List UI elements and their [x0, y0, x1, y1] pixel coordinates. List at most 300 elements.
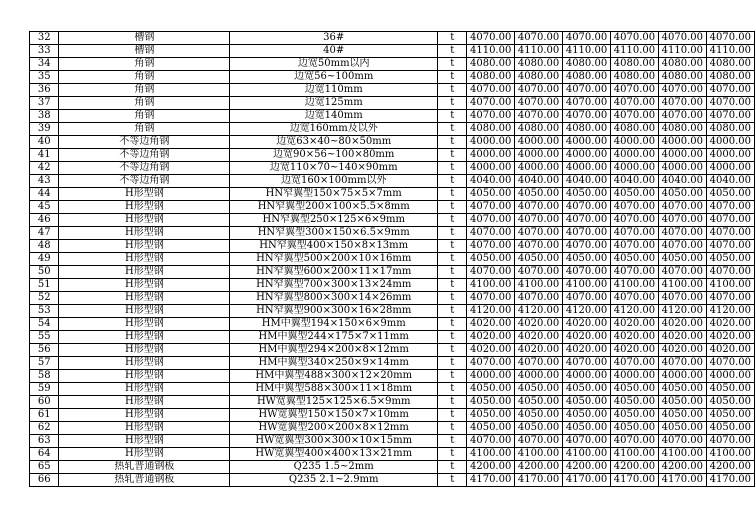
price-2-cell: 4050.00 — [515, 383, 563, 396]
price-5-cell: 4070.00 — [659, 32, 707, 45]
price-5-cell: 4000.00 — [659, 136, 707, 149]
price-3-cell: 4080.00 — [563, 123, 611, 136]
price-4-cell: 4200.00 — [611, 461, 659, 474]
specification-cell: HW宽翼型125×125×6.5×9mm — [230, 396, 438, 409]
table-row — [30, 292, 755, 305]
table-row — [30, 123, 755, 136]
price-2-cell: 4100.00 — [515, 279, 563, 292]
table-row — [30, 331, 755, 344]
price-3-cell: 4170.00 — [563, 474, 611, 487]
unit-cell: t — [438, 136, 467, 149]
price-6-cell: 4050.00 — [707, 383, 755, 396]
specification-cell: 边宽56~100mm — [230, 71, 438, 84]
specification-cell: HN窄翼型600×200×11×17mm — [230, 266, 438, 279]
price-3-cell: 4070.00 — [563, 32, 611, 45]
price-2-cell: 4000.00 — [515, 162, 563, 175]
price-2-cell: 4070.00 — [515, 357, 563, 370]
specification-cell: 36# — [230, 32, 438, 45]
table-row — [30, 71, 755, 84]
price-6-cell: 4050.00 — [707, 188, 755, 201]
price-6-cell: 4200.00 — [707, 461, 755, 474]
row-number-cell: 46 — [30, 214, 59, 227]
price-4-cell: 4070.00 — [611, 201, 659, 214]
table-row — [30, 253, 755, 266]
specification-cell: HM中翼型244×175×7×11mm — [230, 331, 438, 344]
price-6-cell: 4000.00 — [707, 136, 755, 149]
price-3-cell: 4020.00 — [563, 344, 611, 357]
price-1-cell: 4020.00 — [467, 331, 515, 344]
price-4-cell: 4040.00 — [611, 175, 659, 188]
price-4-cell: 4070.00 — [611, 97, 659, 110]
price-3-cell: 4070.00 — [563, 357, 611, 370]
price-6-cell: 4020.00 — [707, 318, 755, 331]
price-3-cell: 4100.00 — [563, 448, 611, 461]
row-number-cell: 66 — [30, 474, 59, 487]
price-2-cell: 4070.00 — [515, 435, 563, 448]
row-number-cell: 32 — [30, 32, 59, 45]
price-6-cell: 4070.00 — [707, 266, 755, 279]
price-4-cell: 4070.00 — [611, 227, 659, 240]
material-name-cell: H形型钢 — [59, 448, 230, 461]
specification-cell: HN窄翼型400×150×8×13mm — [230, 240, 438, 253]
price-5-cell: 4050.00 — [659, 253, 707, 266]
price-5-cell: 4110.00 — [659, 45, 707, 58]
price-4-cell: 4070.00 — [611, 292, 659, 305]
unit-cell: t — [438, 396, 467, 409]
price-2-cell: 4070.00 — [515, 266, 563, 279]
price-6-cell: 4100.00 — [707, 279, 755, 292]
material-name-cell: 槽钢 — [59, 45, 230, 58]
price-2-cell: 4000.00 — [515, 149, 563, 162]
price-4-cell: 4000.00 — [611, 149, 659, 162]
price-2-cell: 4050.00 — [515, 422, 563, 435]
price-3-cell: 4070.00 — [563, 214, 611, 227]
price-2-cell: 4050.00 — [515, 396, 563, 409]
table-row — [30, 305, 755, 318]
unit-cell: t — [438, 448, 467, 461]
price-5-cell: 4050.00 — [659, 383, 707, 396]
row-number-cell: 38 — [30, 110, 59, 123]
specification-cell: 边宽160×100mm以外 — [230, 175, 438, 188]
specification-cell: HW宽翼型300×300×10×15mm — [230, 435, 438, 448]
row-number-cell: 57 — [30, 357, 59, 370]
price-2-cell: 4020.00 — [515, 331, 563, 344]
price-2-cell: 4020.00 — [515, 344, 563, 357]
unit-cell: t — [438, 123, 467, 136]
price-3-cell: 4070.00 — [563, 292, 611, 305]
price-5-cell: 4070.00 — [659, 97, 707, 110]
price-1-cell: 4080.00 — [467, 58, 515, 71]
material-name-cell: H形型钢 — [59, 409, 230, 422]
price-4-cell: 4100.00 — [611, 448, 659, 461]
unit-cell: t — [438, 474, 467, 487]
price-2-cell: 4020.00 — [515, 318, 563, 331]
price-1-cell: 4070.00 — [467, 97, 515, 110]
table-row — [30, 318, 755, 331]
price-4-cell: 4120.00 — [611, 305, 659, 318]
row-number-cell: 63 — [30, 435, 59, 448]
price-2-cell: 4080.00 — [515, 58, 563, 71]
price-1-cell: 4070.00 — [467, 240, 515, 253]
price-1-cell: 4070.00 — [467, 266, 515, 279]
table-row — [30, 45, 755, 58]
table-row — [30, 84, 755, 97]
price-2-cell: 4000.00 — [515, 136, 563, 149]
price-1-cell: 4050.00 — [467, 188, 515, 201]
table-row — [30, 266, 755, 279]
specification-cell: HN窄翼型300×150×6.5×9mm — [230, 227, 438, 240]
unit-cell: t — [438, 344, 467, 357]
table-row — [30, 110, 755, 123]
price-3-cell: 4070.00 — [563, 84, 611, 97]
price-5-cell: 4070.00 — [659, 110, 707, 123]
price-4-cell: 4170.00 — [611, 474, 659, 487]
specification-cell: HW宽翼型200×200×8×12mm — [230, 422, 438, 435]
table-row — [30, 175, 755, 188]
price-2-cell: 4070.00 — [515, 110, 563, 123]
price-2-cell: 4040.00 — [515, 175, 563, 188]
material-name-cell: 不等边角钢 — [59, 175, 230, 188]
table-row — [30, 149, 755, 162]
price-3-cell: 4050.00 — [563, 396, 611, 409]
price-2-cell: 4070.00 — [515, 201, 563, 214]
price-1-cell: 4000.00 — [467, 136, 515, 149]
specification-cell: 40# — [230, 45, 438, 58]
price-6-cell: 4170.00 — [707, 474, 755, 487]
price-3-cell: 4050.00 — [563, 422, 611, 435]
price-2-cell: 4170.00 — [515, 474, 563, 487]
price-1-cell: 4050.00 — [467, 253, 515, 266]
row-number-cell: 42 — [30, 162, 59, 175]
table-row — [30, 136, 755, 149]
price-5-cell: 4070.00 — [659, 214, 707, 227]
price-3-cell: 4070.00 — [563, 97, 611, 110]
unit-cell: t — [438, 266, 467, 279]
price-4-cell: 4080.00 — [611, 58, 659, 71]
table-row — [30, 201, 755, 214]
table-row — [30, 344, 755, 357]
price-3-cell: 4080.00 — [563, 58, 611, 71]
price-4-cell: 4050.00 — [611, 188, 659, 201]
price-3-cell: 4020.00 — [563, 331, 611, 344]
price-5-cell: 4050.00 — [659, 422, 707, 435]
unit-cell: t — [438, 357, 467, 370]
price-6-cell: 4070.00 — [707, 227, 755, 240]
price-3-cell: 4110.00 — [563, 45, 611, 58]
row-number-cell: 54 — [30, 318, 59, 331]
specification-cell: HN窄翼型200×100×5.5×8mm — [230, 201, 438, 214]
specification-cell: 边宽63×40~80×50mm — [230, 136, 438, 149]
table-row — [30, 370, 755, 383]
price-2-cell: 4070.00 — [515, 97, 563, 110]
price-3-cell: 4000.00 — [563, 370, 611, 383]
price-4-cell: 4070.00 — [611, 357, 659, 370]
material-name-cell: 热轧普通钢板 — [59, 474, 230, 487]
specification-cell: HM中翼型588×300×11×18mm — [230, 383, 438, 396]
row-number-cell: 49 — [30, 253, 59, 266]
price-2-cell: 4200.00 — [515, 461, 563, 474]
price-3-cell: 4100.00 — [563, 279, 611, 292]
price-5-cell: 4080.00 — [659, 123, 707, 136]
unit-cell: t — [438, 58, 467, 71]
specification-cell: HN窄翼型800×300×14×26mm — [230, 292, 438, 305]
price-2-cell: 4110.00 — [515, 45, 563, 58]
material-name-cell: H形型钢 — [59, 318, 230, 331]
price-5-cell: 4200.00 — [659, 461, 707, 474]
price-1-cell: 4000.00 — [467, 149, 515, 162]
material-name-cell: 不等边角钢 — [59, 149, 230, 162]
price-6-cell: 4050.00 — [707, 409, 755, 422]
price-6-cell: 4050.00 — [707, 396, 755, 409]
price-6-cell: 4070.00 — [707, 435, 755, 448]
price-3-cell: 4070.00 — [563, 435, 611, 448]
price-5-cell: 4170.00 — [659, 474, 707, 487]
price-5-cell: 4080.00 — [659, 71, 707, 84]
row-number-cell: 55 — [30, 331, 59, 344]
price-4-cell: 4020.00 — [611, 318, 659, 331]
price-5-cell: 4050.00 — [659, 396, 707, 409]
unit-cell: t — [438, 97, 467, 110]
price-2-cell: 4070.00 — [515, 240, 563, 253]
row-number-cell: 37 — [30, 97, 59, 110]
price-6-cell: 4100.00 — [707, 448, 755, 461]
material-name-cell: H形型钢 — [59, 383, 230, 396]
price-1-cell: 4000.00 — [467, 370, 515, 383]
price-1-cell: 4070.00 — [467, 214, 515, 227]
price-1-cell: 4000.00 — [467, 162, 515, 175]
price-1-cell: 4080.00 — [467, 123, 515, 136]
material-name-cell: H形型钢 — [59, 435, 230, 448]
material-name-cell: H形型钢 — [59, 331, 230, 344]
price-2-cell: 4070.00 — [515, 32, 563, 45]
price-6-cell: 4120.00 — [707, 305, 755, 318]
specification-cell: 边宽140mm — [230, 110, 438, 123]
unit-cell: t — [438, 279, 467, 292]
price-5-cell: 4070.00 — [659, 266, 707, 279]
price-5-cell: 4120.00 — [659, 305, 707, 318]
material-name-cell: H形型钢 — [59, 266, 230, 279]
price-6-cell: 4000.00 — [707, 149, 755, 162]
specification-cell: 边宽50mm以内 — [230, 58, 438, 71]
row-number-cell: 48 — [30, 240, 59, 253]
row-number-cell: 58 — [30, 370, 59, 383]
price-3-cell: 4000.00 — [563, 162, 611, 175]
price-table — [29, 31, 755, 487]
specification-cell: 边宽110mm — [230, 84, 438, 97]
material-name-cell: H形型钢 — [59, 279, 230, 292]
row-number-cell: 61 — [30, 409, 59, 422]
specification-cell: HN窄翼型500×200×10×16mm — [230, 253, 438, 266]
unit-cell: t — [438, 162, 467, 175]
price-2-cell: 4070.00 — [515, 84, 563, 97]
unit-cell: t — [438, 331, 467, 344]
price-2-cell: 4080.00 — [515, 123, 563, 136]
price-3-cell: 4070.00 — [563, 227, 611, 240]
row-number-cell: 47 — [30, 227, 59, 240]
price-5-cell: 4020.00 — [659, 318, 707, 331]
table-row — [30, 32, 755, 45]
price-4-cell: 4070.00 — [611, 240, 659, 253]
table-row — [30, 97, 755, 110]
row-number-cell: 34 — [30, 58, 59, 71]
price-6-cell: 4050.00 — [707, 253, 755, 266]
price-1-cell: 4170.00 — [467, 474, 515, 487]
price-4-cell: 4070.00 — [611, 110, 659, 123]
row-number-cell: 33 — [30, 45, 59, 58]
price-4-cell: 4100.00 — [611, 279, 659, 292]
price-3-cell: 4050.00 — [563, 188, 611, 201]
table-row — [30, 240, 755, 253]
table-row — [30, 279, 755, 292]
price-4-cell: 4020.00 — [611, 331, 659, 344]
material-name-cell: H形型钢 — [59, 344, 230, 357]
unit-cell: t — [438, 318, 467, 331]
unit-cell: t — [438, 292, 467, 305]
material-name-cell: H形型钢 — [59, 201, 230, 214]
price-1-cell: 4050.00 — [467, 383, 515, 396]
price-2-cell: 4120.00 — [515, 305, 563, 318]
specification-cell: HN窄翼型250×125×6×9mm — [230, 214, 438, 227]
row-number-cell: 56 — [30, 344, 59, 357]
unit-cell: t — [438, 201, 467, 214]
material-name-cell: H形型钢 — [59, 292, 230, 305]
price-4-cell: 4050.00 — [611, 396, 659, 409]
price-4-cell: 4070.00 — [611, 435, 659, 448]
price-4-cell: 4080.00 — [611, 123, 659, 136]
price-5-cell: 4100.00 — [659, 448, 707, 461]
row-number-cell: 51 — [30, 279, 59, 292]
specification-cell: HM中翼型194×150×6×9mm — [230, 318, 438, 331]
unit-cell: t — [438, 422, 467, 435]
price-6-cell: 4050.00 — [707, 422, 755, 435]
price-4-cell: 4050.00 — [611, 253, 659, 266]
material-name-cell: H形型钢 — [59, 370, 230, 383]
price-1-cell: 4070.00 — [467, 292, 515, 305]
price-1-cell: 4020.00 — [467, 344, 515, 357]
price-4-cell: 4070.00 — [611, 32, 659, 45]
table-row — [30, 227, 755, 240]
price-3-cell: 4000.00 — [563, 149, 611, 162]
table-row — [30, 474, 755, 487]
price-6-cell: 4020.00 — [707, 344, 755, 357]
price-5-cell: 4070.00 — [659, 201, 707, 214]
price-1-cell: 4100.00 — [467, 448, 515, 461]
row-number-cell: 64 — [30, 448, 59, 461]
price-6-cell: 4080.00 — [707, 123, 755, 136]
price-4-cell: 4020.00 — [611, 344, 659, 357]
price-1-cell: 4020.00 — [467, 318, 515, 331]
price-4-cell: 4070.00 — [611, 214, 659, 227]
price-1-cell: 4070.00 — [467, 435, 515, 448]
price-table-body — [30, 32, 755, 487]
price-4-cell: 4050.00 — [611, 383, 659, 396]
material-name-cell: 不等边角钢 — [59, 136, 230, 149]
unit-cell: t — [438, 175, 467, 188]
price-2-cell: 4050.00 — [515, 253, 563, 266]
specification-cell: HM中翼型488×300×12×20mm — [230, 370, 438, 383]
price-1-cell: 4070.00 — [467, 32, 515, 45]
price-1-cell: 4070.00 — [467, 227, 515, 240]
price-6-cell: 4040.00 — [707, 175, 755, 188]
price-2-cell: 4080.00 — [515, 71, 563, 84]
material-name-cell: H形型钢 — [59, 422, 230, 435]
price-3-cell: 4020.00 — [563, 318, 611, 331]
price-3-cell: 4200.00 — [563, 461, 611, 474]
table-row — [30, 409, 755, 422]
specification-cell: Q235 1.5~2mm — [230, 461, 438, 474]
price-3-cell: 4050.00 — [563, 383, 611, 396]
price-5-cell: 4000.00 — [659, 162, 707, 175]
material-name-cell: 热轧普通钢板 — [59, 461, 230, 474]
price-6-cell: 4070.00 — [707, 357, 755, 370]
price-2-cell: 4100.00 — [515, 448, 563, 461]
unit-cell: t — [438, 305, 467, 318]
unit-cell: t — [438, 227, 467, 240]
price-2-cell: 4050.00 — [515, 188, 563, 201]
row-number-cell: 44 — [30, 188, 59, 201]
table-row — [30, 461, 755, 474]
price-3-cell: 4120.00 — [563, 305, 611, 318]
price-6-cell: 4070.00 — [707, 97, 755, 110]
unit-cell: t — [438, 149, 467, 162]
price-4-cell: 4070.00 — [611, 84, 659, 97]
price-6-cell: 4070.00 — [707, 240, 755, 253]
material-name-cell: H形型钢 — [59, 214, 230, 227]
row-number-cell: 62 — [30, 422, 59, 435]
price-1-cell: 4120.00 — [467, 305, 515, 318]
row-number-cell: 43 — [30, 175, 59, 188]
price-2-cell: 4070.00 — [515, 214, 563, 227]
table-row — [30, 58, 755, 71]
specification-cell: HW宽翼型400×400×13×21mm — [230, 448, 438, 461]
price-3-cell: 4000.00 — [563, 136, 611, 149]
price-4-cell: 4050.00 — [611, 409, 659, 422]
row-number-cell: 59 — [30, 383, 59, 396]
price-6-cell: 4070.00 — [707, 84, 755, 97]
material-name-cell: H形型钢 — [59, 227, 230, 240]
row-number-cell: 45 — [30, 201, 59, 214]
price-5-cell: 4000.00 — [659, 149, 707, 162]
price-1-cell: 4100.00 — [467, 279, 515, 292]
price-2-cell: 4070.00 — [515, 292, 563, 305]
material-name-cell: 角钢 — [59, 110, 230, 123]
price-1-cell: 4050.00 — [467, 396, 515, 409]
price-4-cell: 4080.00 — [611, 71, 659, 84]
price-3-cell: 4050.00 — [563, 409, 611, 422]
price-1-cell: 4070.00 — [467, 110, 515, 123]
unit-cell: t — [438, 240, 467, 253]
specification-cell: HN窄翼型900×300×16×28mm — [230, 305, 438, 318]
material-name-cell: 角钢 — [59, 71, 230, 84]
unit-cell: t — [438, 383, 467, 396]
price-2-cell: 4050.00 — [515, 409, 563, 422]
unit-cell: t — [438, 370, 467, 383]
price-1-cell: 4070.00 — [467, 357, 515, 370]
material-name-cell: H形型钢 — [59, 396, 230, 409]
price-5-cell: 4100.00 — [659, 279, 707, 292]
table-row — [30, 214, 755, 227]
material-name-cell: H形型钢 — [59, 305, 230, 318]
price-4-cell: 4070.00 — [611, 266, 659, 279]
price-2-cell: 4000.00 — [515, 370, 563, 383]
material-name-cell: H形型钢 — [59, 240, 230, 253]
price-4-cell: 4000.00 — [611, 162, 659, 175]
material-name-cell: H形型钢 — [59, 253, 230, 266]
price-5-cell: 4070.00 — [659, 292, 707, 305]
table-row — [30, 357, 755, 370]
material-name-cell: H形型钢 — [59, 188, 230, 201]
unit-cell: t — [438, 409, 467, 422]
